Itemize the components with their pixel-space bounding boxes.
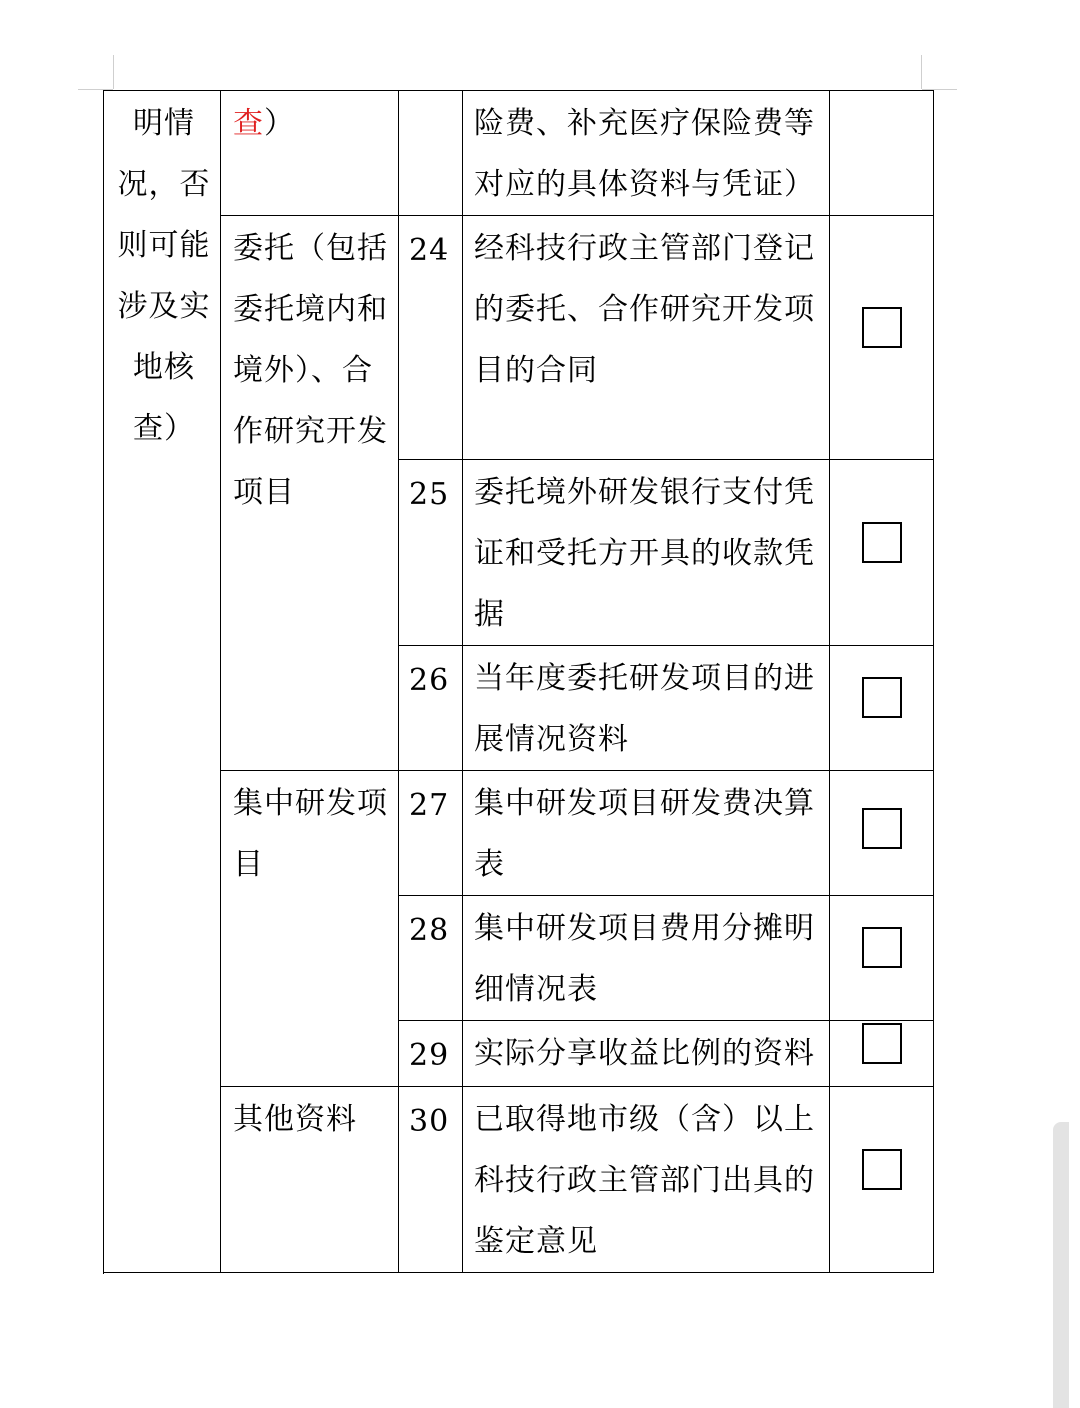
item-number-cell: [399, 1021, 463, 1087]
subcategory-text: 其他资料: [233, 1102, 357, 1137]
item-description-cell: [463, 91, 830, 216]
document-table: [103, 90, 934, 1273]
checkbox-cell: [830, 216, 934, 460]
item-number: 29: [409, 1038, 450, 1073]
item-number-cell: [399, 216, 463, 460]
item-number-cell: [399, 460, 463, 646]
item-number: 30: [409, 1104, 450, 1139]
item-number-cell: [399, 896, 463, 1021]
checkbox[interactable]: [862, 1023, 902, 1064]
item-number-cell: [399, 646, 463, 771]
scrollbar[interactable]: [1053, 1122, 1069, 1408]
item-number-cell: [399, 771, 463, 896]
item-number: 24: [409, 233, 450, 268]
subcategory-text: 委托（包括委托境内和境外）、合作研究开发项目: [233, 231, 388, 510]
checkbox-cell: [830, 771, 934, 896]
checkbox[interactable]: [862, 1149, 902, 1190]
item-number: 26: [409, 663, 450, 698]
checkbox-cell: [830, 646, 934, 771]
checkbox[interactable]: [862, 307, 902, 348]
item-description-cell: [463, 1087, 830, 1273]
item-description-cell: [463, 216, 830, 460]
subcategory-text: 集中研发项目: [233, 786, 388, 882]
item-description-cell: [463, 646, 830, 771]
item-description-cell: [463, 460, 830, 646]
subcategory-cell: [221, 91, 399, 216]
category-cell: [104, 91, 221, 1273]
checkbox[interactable]: [862, 808, 902, 849]
subcategory-cell: [221, 1087, 399, 1273]
checkbox-cell: [830, 91, 934, 216]
table-row: [104, 91, 934, 216]
table-row: [104, 1087, 934, 1273]
subcategory-cell: [221, 771, 399, 1087]
item-number: 28: [409, 913, 450, 948]
item-description: 实际分享收益比例的资料: [474, 1036, 815, 1071]
subcategory-cell: [221, 216, 399, 771]
item-description: 当年度委托研发项目的进展情况资料: [474, 661, 815, 757]
category-text: 明情况，否则可能涉及实地核查）: [117, 106, 211, 446]
checkbox-cell: [830, 1087, 934, 1273]
checkbox[interactable]: [862, 677, 902, 718]
table-row: [104, 216, 934, 460]
checkbox[interactable]: [862, 927, 902, 968]
checkbox-cell: [830, 896, 934, 1021]
checkbox-cell: [830, 1021, 934, 1087]
item-description: 险费、补充医疗保险费等对应的具体资料与凭证）: [474, 106, 815, 202]
item-number-cell: [399, 91, 463, 216]
item-number-cell: [399, 1087, 463, 1273]
checkbox-cell: [830, 460, 934, 646]
item-number: 27: [409, 788, 450, 823]
item-description: 委托境外研发银行支付凭证和受托方开具的收款凭据: [474, 475, 815, 632]
subcategory-text-red: 查: [233, 106, 264, 141]
table-row: [104, 771, 934, 896]
page-corner-mark: [921, 55, 922, 89]
page-corner-mark: [113, 55, 114, 89]
item-description: 集中研发项目费用分摊明细情况表: [474, 911, 815, 1007]
subcategory-text: ）: [264, 106, 295, 141]
item-description-cell: [463, 896, 830, 1021]
item-description: 经科技行政主管部门登记的委托、合作研究开发项目的合同: [474, 231, 815, 388]
item-description: 已取得地市级（含）以上科技行政主管部门出具的鉴定意见: [474, 1102, 815, 1259]
item-description: 集中研发项目研发费决算表: [474, 786, 815, 882]
item-description-cell: [463, 771, 830, 896]
item-description-cell: [463, 1021, 830, 1087]
checkbox[interactable]: [862, 522, 902, 563]
item-number: 25: [409, 477, 450, 512]
